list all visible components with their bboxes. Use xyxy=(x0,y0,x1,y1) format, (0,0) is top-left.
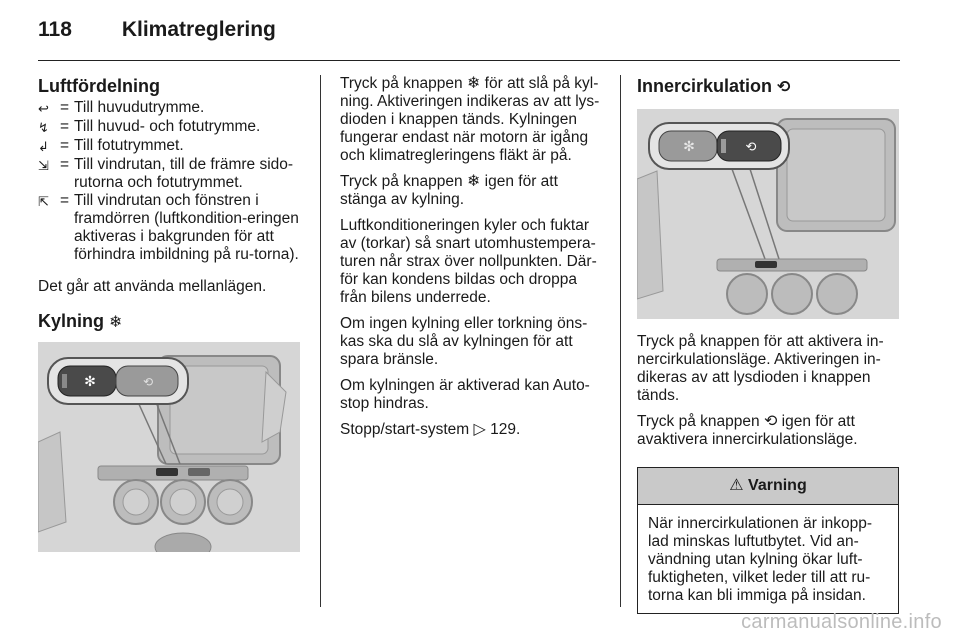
svg-text:⟲: ⟲ xyxy=(745,139,757,154)
list-item: ↲ = Till fotutrymmet. xyxy=(38,137,184,154)
column-3 xyxy=(637,75,899,614)
snowflake-icon: ❄ xyxy=(466,75,481,92)
cooling-paragraph-5: Om kylningen är aktiverad kan Auto-stop hindras. xyxy=(340,377,590,412)
svg-text:⟲: ⟲ xyxy=(142,375,154,389)
cooling-paragraph-2: Tryck på knappen ❄ igen för att stänga av kylning. xyxy=(340,173,558,208)
warning-triangle-icon: ⚠ xyxy=(729,477,744,494)
column-2 xyxy=(340,75,605,447)
watermark: carmanualsonline.info xyxy=(741,611,942,633)
page-reference-link[interactable]: 129. xyxy=(490,421,521,438)
svg-text:✻: ✻ xyxy=(683,138,695,154)
air-body-feet-icon: ↯ xyxy=(38,120,49,135)
warning-text: När innercirkulationen är inkopp-lad minskas luftutbytet. Vid an-vändning utan kylning ökar luft-fuktigheten, vilket leder till att ru-torna kan bli immiga på insidan. xyxy=(648,515,873,604)
air-windscreen-icon: ⇱ xyxy=(38,194,49,209)
heading-recirculation: Innercirkulation ⟲ xyxy=(637,76,791,96)
distribution-list xyxy=(38,99,306,264)
dashboard-cooling-drawing xyxy=(38,342,300,552)
column-1 xyxy=(38,75,306,552)
column-divider-1 xyxy=(320,75,321,607)
cooling-paragraph-3: Luftkonditioneringen kyler och fuktar av (torkar) så snart utomhustempera-turen når strax över nollpunkten. Där-för kan kondens bildas och droppa från bilens underrede. xyxy=(340,217,597,306)
list-item: ⇲ = Till vindrutan, till de främre sido-rutorna och fotutrymmet. xyxy=(38,156,294,191)
list-item: ↩ = Till huvudutrymme. xyxy=(38,99,205,116)
column-divider-2 xyxy=(620,75,621,607)
warning-header xyxy=(638,468,898,505)
recirculation-icon: ⟲ xyxy=(763,413,778,430)
stop-start-reference: Stopp/start-system ▷ 129. xyxy=(340,421,521,438)
list-item: ↯ = Till huvud- och fotutrymme. xyxy=(38,118,261,135)
air-feet-icon: ↲ xyxy=(38,139,49,154)
recirculation-button-illustration xyxy=(637,109,899,319)
cooling-paragraph-4: Om ingen kylning eller torkning öns-kas ska du slå av kylningen för att spara bränsle. xyxy=(340,315,588,368)
list-item: ⇱ = Till vindrutan och fönstren i framdörren (luftkondition-eringen aktiveras i bakgrunden för att förhindra imbildning på ru-torna). xyxy=(38,192,299,263)
page-reference-arrow-icon: ▷ xyxy=(473,421,486,438)
cooling-paragraph-1: Tryck på knappen ❄ för att slå på kyl-ning. Aktiveringen indikeras av att lys-dioden i knappen tänds. Kylningen fungerar endast när motorn är igång och klimatregleringens fläkt är på. xyxy=(340,75,600,164)
snowflake-icon: ❄ xyxy=(466,173,481,190)
svg-text:✻: ✻ xyxy=(84,373,96,389)
warning-title: Varning xyxy=(748,477,807,494)
heading-air-distribution: Luftfördelning xyxy=(38,76,160,96)
intermediate-positions-text: Det går att använda mellanlägen. xyxy=(38,278,267,295)
air-windscreen-feet-icon: ⇲ xyxy=(38,158,49,173)
recirc-paragraph-2: Tryck på knappen ⟲ igen för att avaktivera innercirkulationsläge. xyxy=(637,413,858,448)
recirculation-icon: ⟲ xyxy=(777,79,791,96)
page-header xyxy=(38,18,276,42)
page-number: 118 xyxy=(38,18,72,41)
warning-box xyxy=(637,467,899,614)
heading-cooling: Kylning ❄ xyxy=(38,311,123,331)
recirc-paragraph-1: Tryck på knappen för att aktivera in-nercirkulationsläge. Aktiveringen in-dikeras av att lysdioden i knappen tänds. xyxy=(637,333,884,404)
air-body-icon: ↩ xyxy=(38,101,49,116)
header-rule xyxy=(38,60,900,61)
dashboard-recirculation-drawing xyxy=(637,109,899,319)
snowflake-icon: ❄ xyxy=(109,314,123,331)
page-title: Klimatreglering xyxy=(121,18,276,41)
cooling-button-illustration xyxy=(38,342,300,552)
